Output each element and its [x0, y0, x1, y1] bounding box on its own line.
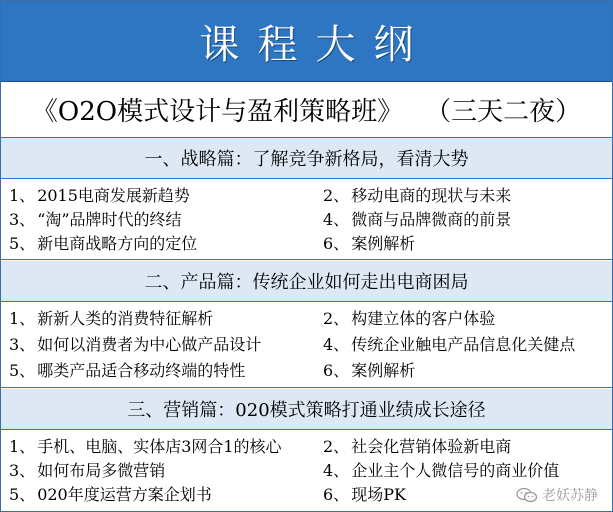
outline-header: [1, 1, 612, 82]
list-item: 5、 020年度运营方案企划书: [9, 485, 212, 504]
list-item: 1、 手机、电脑、实体店3网合1的核心: [9, 437, 282, 456]
list-item: 2、 构建立体的客户体验: [323, 309, 496, 328]
course-name: 《O2O模式设计与盈利策略班》: [31, 97, 404, 127]
list-item: 5、 新电商战略方向的定位: [9, 234, 198, 253]
course-title-row: [1, 82, 612, 138]
list-item: 4、 微商与品牌微商的前景: [323, 210, 512, 229]
section-title-text: 一、战略篇：了解竞争新格局，看清大势: [144, 149, 469, 170]
list-item: 1、 新新人类的消费特征解析: [9, 309, 214, 328]
list-item: 4、 企业主个人微信号的商业价值: [323, 461, 560, 480]
section-items-strategy: [1, 179, 612, 260]
list-item: 6、 现场PK: [323, 485, 406, 504]
section-title-strategy: [1, 138, 612, 179]
section-items-product: [1, 302, 612, 388]
list-item: 2、 社会化营销体验新电商: [323, 437, 512, 456]
list-item: 3、 如何以消费者为中心做产品设计: [9, 335, 262, 354]
watermark-text: 老妖苏静: [542, 488, 598, 504]
list-item: 4、 传统企业触电产品信息化关健点: [323, 335, 576, 354]
section-title-product: [1, 261, 612, 302]
list-item: 6、 案例解析: [323, 361, 416, 380]
list-item: 3、 如何布局多微营销: [9, 461, 166, 480]
list-item: 5、 哪类产品适合移动终端的特性: [9, 361, 246, 380]
section-title-text: 二、产品篇：传统企业如何走出电商困局: [144, 272, 469, 293]
page-title: 课程大纲: [199, 21, 432, 68]
list-item: 2、 移动电商的现状与未来: [323, 186, 512, 205]
section-title-marketing: [1, 389, 612, 430]
list-item: 1、 2015电商发展新趋势: [9, 186, 190, 205]
list-item: 6、 案例解析: [323, 234, 416, 253]
course-duration: （三天二夜）: [425, 97, 582, 127]
list-item: 3、 “淘”品牌时代的终结: [9, 210, 182, 229]
wechat-icon: [516, 487, 538, 503]
watermark: [516, 485, 598, 505]
section-title-text: 三、营销篇：020模式策略打通业绩成长途径: [127, 400, 486, 421]
